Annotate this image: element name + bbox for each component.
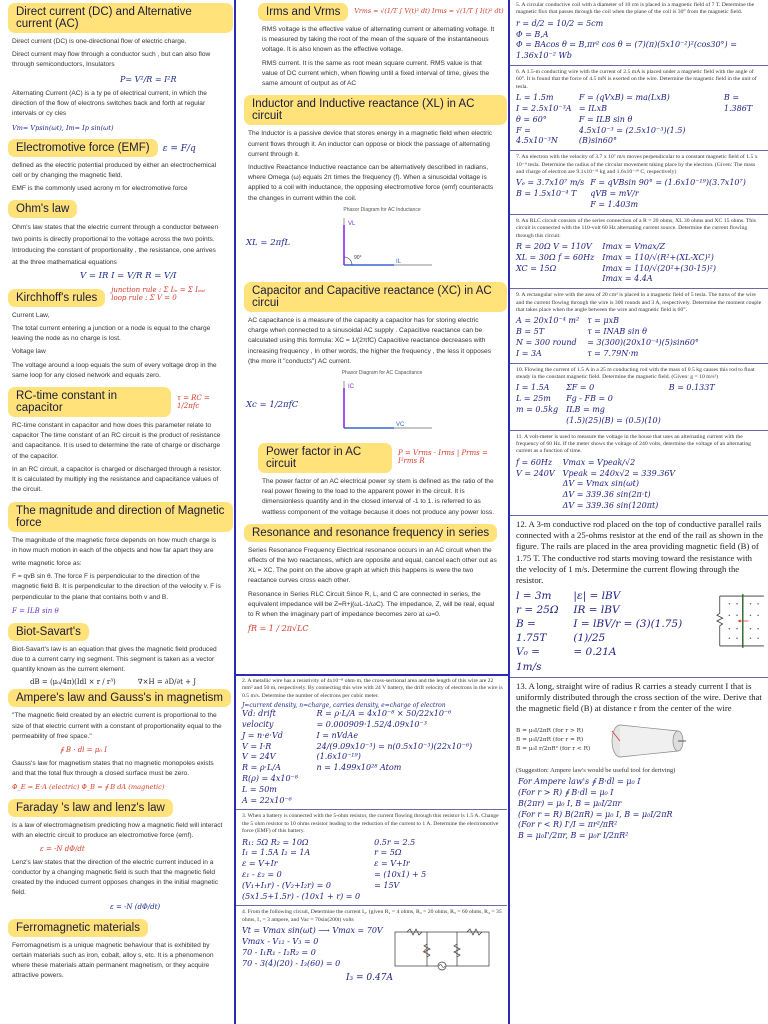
problem-10-answer: B = 0.133T <box>668 383 715 393</box>
q2-lines-line: J = n·e·Vd <box>242 730 283 740</box>
q13-lines-line: B = μ₀I'/2πr, B = μ₀r I/2πR² <box>518 831 629 841</box>
q7-calc-line: F = 1.403m <box>590 200 639 210</box>
q3-lines-line: (V₁+I₁r) - (V₂+I₂r) = 0 <box>242 880 331 890</box>
q2-calc-line: = 0.000909·1.52/4.09x10⁻³ <box>316 720 427 730</box>
problem-10-givens <box>516 383 558 426</box>
gauss-formula: Φ_E = E·A (electric) Φ_B = ∮ B dA (magnetic) <box>12 783 165 792</box>
kirchhoff-text-4: The voltage around a loop equals the sum of every voltage drop in the same loop for any closed network and equals zero. <box>12 361 217 379</box>
heading-faraday-lenz: Faraday 's law and lenz's law <box>8 799 173 817</box>
q12-calc-line: = 0.21A <box>573 646 617 659</box>
heading-emf: Electromotive force (EMF) <box>8 139 158 157</box>
q3-calc-line: = 15V <box>374 880 400 890</box>
q10-calc-line: ILB = mg <box>566 405 605 415</box>
q4-lines-line: Vmax - V₁₂ - V₃ = 0 <box>242 937 319 946</box>
problem-12-solution <box>573 589 708 674</box>
q8-calc-line: Imax = 110/√(R²+(XL-XC)²) <box>602 252 714 262</box>
heading-biot-savart: Biot-Savart's <box>8 623 89 641</box>
capacitance-phasor-svg <box>322 376 442 436</box>
problem-13-eq-surface: B = μ₀I/2πR (for r = R) <box>516 737 584 744</box>
power-formula: P = Vrms · Irms | Prms = I²rms R <box>397 449 488 466</box>
q6-lines-line: I = 2.5x10⁻³A <box>516 104 572 114</box>
q5-lines-line: Φ = B,A <box>516 29 549 39</box>
capacitance-diagram-title: Phasor Diagram for AC Capacitance <box>341 369 423 376</box>
heading-ohms-law: Ohm's law <box>8 200 77 218</box>
problem-6-givens <box>516 93 573 147</box>
phasor-label-vc: VC <box>396 421 405 428</box>
q8-calc-line: Imax = 110/√(20²+(30-15)²) <box>602 263 717 273</box>
inductor-text-1: The Inductor is a passive device that stores energy in a magnetic field when electric current flows through it. An inductor can oppose or block the passage of alternating current through it. <box>248 130 493 158</box>
problem-4-solution <box>242 926 383 972</box>
biot-text: Biot-Savart's law is an equation that gives the magnetic field produced due to a current carry ing segment. This segment is taken as a vector quantity known as the current element. <box>12 645 217 674</box>
xc-formula: Xc = 1/2πfC <box>246 399 299 410</box>
q12-calc-line: I = lBV/r = (3)(1.75)(1)/25 <box>573 618 683 645</box>
problem-8-givens <box>516 242 594 285</box>
rc-text-2: In an RC circuit, a capacitor is charged or discharged through a resistor. It is calculated by multiply ing the resistance and capacitance values of the circuit. <box>12 465 222 494</box>
q2-calc-line: 24/(9.09x10⁻³) = n(0.5x10⁻³)(22x10⁻⁶)(1.6x10⁻¹⁹) <box>316 741 473 762</box>
problem-7-givens <box>516 178 584 210</box>
mag-text-1: The magnitude of the magnetic force depends on how much charge is in how much motion in each of the objects and how far apart they are <box>12 536 217 554</box>
q2-lines-line: V = I·R <box>242 741 272 751</box>
lenz-formula: ε = -N (dΦ/dt) <box>110 902 161 911</box>
q12-lines-line: V₀ = 1m/s <box>516 646 542 673</box>
heading-capacitive-reactance: Capacitor and Capacitive reactance (XC) in AC circui <box>244 282 507 312</box>
heading-irms-vrms: Irms and Vrms <box>258 3 348 21</box>
q3-lines-line: I₁ = 1.5A I₂ = 1A <box>242 848 311 858</box>
q3-lines-line: ε = V+Ir <box>242 859 278 869</box>
inductance-phasor-diagram <box>322 207 442 279</box>
problem-5-text: 5. A circular conductive coil with a diameter of 10 cm is placed in a magnetic field of 7 T. Determine the magnetic flux that passes through the coil when the plane of the coil is 30° from the magnetic field. <box>516 2 755 16</box>
problem-13-solution <box>518 777 768 842</box>
kirchhoff-text-3: Voltage law <box>12 348 46 356</box>
problem-10-text: 10. Flowing the current of 1.5 A in a 25 m conducting rod with the mass of 0.5 kg causes this rod to float steady in the constant magnetic field. Determine the magnetic field. (Given: g = 10 m/s²) <box>516 366 755 381</box>
q8-lines-line: XC = 15Ω <box>516 263 557 273</box>
q2-lines-line: L = 50m <box>242 784 277 794</box>
q9-lines-line: N = 300 round <box>516 338 577 348</box>
inductor-text-2: Inductive Reactance Inductive reactance can be alternatively described in radians, where Omega (ω) equals 2π times the frequency (f). When a sinusoidal voltage is applied to a coil with inductance, the opposing electromotive force (emf) counteracts the changes in current within the coil. <box>248 163 494 202</box>
q6-calc-line: = ILxB <box>578 104 607 114</box>
dc-ac-text-2: Direct current may flow through a conductor such , but can also flow through semiconductors, Insulators <box>12 51 211 69</box>
phasor-angle-label: 90° <box>354 254 362 261</box>
q7-calc-line: qVB = mV/r <box>590 189 639 199</box>
problem-10-solution <box>566 383 661 426</box>
q9-calc-line: τ = INAB sin θ <box>587 327 647 337</box>
mag-text-2: write magnetic force as: <box>12 560 82 567</box>
resonance-formula: fR = 1 / 2π√LC <box>248 624 309 634</box>
q12-lines-line: r = 25Ω <box>516 603 559 616</box>
problem-6-answer: B = 1.386T <box>723 93 753 114</box>
column-problems-middle <box>236 676 507 1024</box>
q3-lines-line: (5x1.5+1.5r) - (10x1 + r) = 0 <box>242 891 361 901</box>
problem-2-solution <box>317 709 507 806</box>
q2-calc-line: I = nVdAe <box>316 730 359 740</box>
ampere-text: "The magnetic field created by an electric current is proportional to the size of that electric current with a constant of proportionality equal to the permeability of free space." <box>12 712 222 740</box>
q6-calc-line: F = ILB sin θ <box>578 114 633 124</box>
q11-calc-line: ΔV = 339.36 sin(2π·t) <box>562 490 651 500</box>
irms-text: RMS current. It is the same as root mean square current. RMS value is that value of DC current which, when flowing until a fixed interval of time, gives the same amount of output as of AC <box>262 59 490 88</box>
q2-lines-line: V = 24V <box>242 752 276 762</box>
q9-lines-line: I = 3A <box>516 348 542 358</box>
q7-lines-line: B = 1.5x10⁻⁴ T <box>516 189 577 199</box>
q4-lines-line: 70 - 3(4)(20) - I₃(60) = 0 <box>242 958 341 968</box>
q9-calc-line: = 3(300)(20x10⁻⁴)(5)sin60° <box>587 338 699 348</box>
column-theory-left <box>0 0 233 1024</box>
problem-7-text: 7. An electron with the velocity of 3.7 x 10⁷ m/s moves perpendicular to a constant magnetic field of 1.5 x 10⁻⁴ tesla. Determine the radius of the circular movement taking place by the electron. (Given: The mass and charge of electron are 9.1x10⁻³¹ kg and 1.6x10⁻¹⁹ C, respectively) <box>516 154 758 176</box>
q2-calc-line: n = 1.499x10²⁸ Atom <box>316 763 402 773</box>
q9-lines-line: A = 20x10⁻⁴ m² <box>516 316 580 326</box>
heading-power-factor: Power factor in AC circuit <box>258 443 392 473</box>
biot-formula-2: ∇×H = ∂D/∂t + J <box>137 678 197 687</box>
xl-formula: XL = 2πfL <box>246 237 291 248</box>
ohms-law-text: Ohm's law states that the electric current through a conductor between two points is directly proportional to the voltage across the two points. Introducing the constant of proportionality , the resistance, one arrives at the three mathematical equations <box>12 224 219 267</box>
problem-9-solution <box>587 316 699 359</box>
q13-lines-line: B(2πr) = μ₀ I, B = μ₀I/2πr <box>518 798 622 808</box>
problem-2-givens <box>242 709 307 806</box>
q11-calc-line: Vmax = Vpeak/√2 <box>562 457 636 467</box>
problem-3-text: 3. When a battery is connected with the 5-ohm resistor, the current flowing through this resistor is 1.5 A. Change the 5 ohm resistor to 10 ohms resistor leading to the reduction of the current to 1 A. Determine the electromotive force (EMF) of this battery. <box>242 813 499 835</box>
problem-9-givens <box>516 316 579 359</box>
heading-ferromagnetic: Ferromagnetic materials <box>8 919 148 937</box>
q13-lines-line: (For r = R) B(2πR) = μ₀ I, B = μ₀I/2πR <box>518 809 673 819</box>
q7-lines-line: Vₑ = 3.7x10⁷ m/s <box>516 178 585 188</box>
phasor-label-ic: IC <box>348 383 354 390</box>
problem-13-equations <box>516 727 590 755</box>
power-factor-text: The power factor of an AC electrical power sy stem is defined as the ratio of the real power flowing to the load to the apparent power in the circuit. It is dimensionless quantity and in the closed interval of -1 to 1. is referred to as wattless component of the voltage because it does not produce any power loss. <box>262 477 495 516</box>
heading-kirchhoff: Kirchhoff's rules <box>8 289 105 307</box>
q8-lines-line: R = 20Ω V = 110V <box>516 242 592 252</box>
loop-rule: loop rule : Σ V = 0 <box>111 293 177 302</box>
q3-calc-line: r = 5Ω <box>374 848 402 858</box>
q3-calc-line: ε = V+Ir <box>374 859 410 869</box>
problem-5-solution <box>516 19 768 62</box>
q11-lines-line: f = 60Hz <box>516 457 553 467</box>
q11-lines-line: V = 240V <box>516 468 555 478</box>
dc-power-formula: P= V²/R = I²R <box>120 74 177 84</box>
q3-calc-line: = (10x1) + 5 <box>374 870 427 879</box>
q10-lines-line: I = 1.5A <box>516 383 550 393</box>
capacitor-text: AC capacitance is a measure of the capacity a capacitor has for storing electric charge when connected to a sinusoidal AC supply . Capacitive reactance can be calculated using this formula: XC = 1/(2πfC) Capacitive reactance decreases with increasing frequency , In other words, the higher the frequency , the less it opposes (the more it "conducts") AC current. <box>248 316 492 365</box>
q3-lines-line: ε₁ - ε₂ = 0 <box>242 870 282 879</box>
ohms-law-formula: V = IR I = V/R R = V/I <box>80 270 177 281</box>
q6-lines-line: θ = 60° <box>516 114 547 124</box>
q8-calc-line: Imax = Vmax/Z <box>602 242 665 252</box>
q12-lines-line: B = 1.75T <box>516 618 547 645</box>
emf-text-1: defined as the electric potential produced by either an electrochemical cell or by changing the magnetic field. <box>12 161 217 179</box>
column-theory-middle <box>236 0 507 675</box>
problem-13-eq-outside: B = μ₀I/2πR (for r > R) <box>516 727 584 734</box>
q8-lines-line: XL = 30Ω f = 60Hz <box>516 252 595 262</box>
q9-calc-line: τ = μxB <box>587 316 620 326</box>
emf-formula: ε = F/q <box>162 143 196 154</box>
q2-lines-line: Vd: drift velocity <box>242 709 276 730</box>
problem-7-solution <box>590 178 746 210</box>
q10-calc-line: ΣF = 0 <box>566 383 595 393</box>
problem-2-note: J=current density, n=charge, carries density, e=charge of electron <box>242 702 446 710</box>
problem-3-solution <box>374 838 426 903</box>
q2-calc-line: R = ρ·L/A = 4x10⁻⁸ × 50/22x10⁻⁶ <box>316 709 452 719</box>
mag-text-3: F = qvB sin θ. The force F is perpendicular to the direction of the magnetic field B. It is perpendicular to the direction of the velocity v. F is perpendicular to the plane that contains both v and B. <box>12 573 221 601</box>
kirchhoff-text-1: Current Law, <box>12 311 50 319</box>
q13-lines-line: For Ampere law's ∮ B·dl = μ₀ I <box>518 777 641 787</box>
ac-formula: Vm= Vpsin(ωt), Im= Ip sin(ωt) <box>12 123 114 132</box>
q7-calc-line: F = qVBsin 90° = (1.6x10⁻¹⁹)(3.7x10⁷) <box>590 178 746 188</box>
q10-calc-line: (1.5)(25)(B) = (0.5)(10) <box>566 415 661 425</box>
q2-lines-line: R = ρ·L/A <box>242 763 281 773</box>
q6-lines-line: L = 1.5m <box>516 93 554 103</box>
q13-lines-line: (For r > R) ∮ B·dl = μ₀ I <box>518 787 614 797</box>
q12-calc-line: |ε| = lBV <box>573 589 621 602</box>
inductance-diagram-title: Phasor Diagram for AC Inductance <box>343 206 421 213</box>
problem-11-text: 11. A volt-meter is used to measure the voltage in the house that uses an alternating current with the frequency of 60 Hz. If the meter shows the voltage of 240 volts, determine the voltage of an alternating current as a function of time. <box>516 433 752 455</box>
problem-4-answer: I₃ = 0.47A <box>346 973 393 984</box>
problem-4-circuit-diagram <box>387 926 497 972</box>
q4-lines-line: Vt = Vmax sin(ωt) ⟶ Vmax = 70V <box>242 926 383 936</box>
problem-13-suggestion: (Suggestion: Ampere law's would be useful tool for deriving) <box>516 766 676 774</box>
problem-9-text: 9. A rectangular wire with the area of 20 cm² is placed in a magnetic field of 5 tesla. The turns of the wire and the current flowing through the wire is 300 rounds and 3 A, respectively. Determine the moment couple that takes place when the angle between the wire and magnetic field is 60°. <box>516 292 762 314</box>
resonance-text-1: Series Resonance Frequency Electrical resonance occurs in an AC circuit when the effects of the two reactances, which are opposite and equal, cancel each other out as XL = XC. The point on the above graph at which this happens is were the two reactance curves cross each other. <box>248 546 497 585</box>
emf-text-2: EMF is the commonly used acrony m for electromotive force <box>12 185 188 193</box>
heading-resonance: Resonance and resonance frequency in series <box>244 524 497 542</box>
problem-6-solution <box>579 93 718 147</box>
q11-calc-line: ΔV = Vmax sin(ωt) <box>562 479 639 489</box>
q2-lines-line: A = 22x10⁻⁶ <box>242 795 292 805</box>
problem-4-text: 4. From the following circuit, Determine the current I₃. (given R₁ = 4 ohms, R₂ = 20 ohms, R₃ = 60 ohms, R₄ = 35 ohms, I₁ = 3 ampere, and Vac = 70sin(200t) volts <box>242 909 502 923</box>
phasor-label-il: IL <box>396 258 402 265</box>
q3-calc-line: 0.5r = 2.5 <box>374 837 416 847</box>
problem-3-givens <box>242 838 360 903</box>
q12-calc-line: IR = lBV <box>573 603 620 616</box>
biot-formula-1: dB = (μ₀/4π)(Idl × r / r³) <box>30 678 116 687</box>
q11-calc-line: ΔV = 339.36 sin(120πt) <box>562 501 659 511</box>
kirchhoff-text-2: The total current entering a junction or a node is equal to the charge leaving the node as no charge is lost. <box>12 324 211 343</box>
heading-magnetic-force: The magnitude and direction of Magnetic force <box>8 502 233 532</box>
dc-ac-text-3: Alternating Current (AC) is a ty pe of electrical current, in which the direction of the flow of electrons switches back and forth at regular intervals or cy cles <box>12 90 207 118</box>
q11-calc-line: Vpeak = 240x√2 = 339.36V <box>562 468 676 478</box>
heading-rc-time: RC-time constant in capacitor <box>8 387 171 417</box>
q6-calc-line: 4.5x10⁻³ = (2.5x10⁻³)(1.5)(B)sin60° <box>578 125 686 146</box>
q9-calc-line: τ = 7.79N·m <box>587 348 639 358</box>
problem-13-text: 13. A long, straight wire of radius R carries a steady current I that is uniformly distributed through the cross section of the wire. Derive that the magnetic field (B) at distance r from the center of the wire <box>516 680 762 714</box>
junction-rule: junction rule : Σ Iᵢₙ = Σ Iₒᵤₜ <box>111 285 206 294</box>
lenz-text: Lenz's law states that the direction of the electric current induced in a conductor by a changing magnetic field is such that the magnetic field created by the induced current opposes changes in the initial magnetic field. <box>12 858 218 897</box>
problem-2-text: 2. A metallic wire has a resistivity of 4x10⁻⁸ ohm·m, the cross-sectional area and the length of this wire are 22 mm² and 50 m, respectively. By connecting this wire with 24 V battery, the drift velocity of electrons in the wire is 0.5 m/s. Determine the number of electrons per cubic meter. <box>242 678 503 699</box>
q2-lines-line: R(ρ) = 4x10⁻⁸ <box>242 774 298 783</box>
resonance-text-2: Resonance in Series RLC Circuit Since R, L, and C are connected in series, the equivalent impedance will be Z=R+j(ωL-1/ωC). The impedance, Z, will be real, equal to R when the imaginary part of impedance becomes zero at ω=0. <box>248 590 495 619</box>
heading-inductive-reactance: Inductor and Inductive reactance (XL) in AC circuit <box>244 95 507 125</box>
q6-calc-line: F = (qVxB) = ma(LxB) <box>578 93 670 103</box>
problem-11-solution <box>563 458 676 512</box>
q3-lines-line: R₁: 5Ω R₂ = 10Ω <box>242 837 309 847</box>
q10-calc-line: Fg - FB = 0 <box>566 394 613 404</box>
mag-formula: F = ILB sin θ <box>12 606 59 615</box>
q6-lines-line: F = 4.5x10⁻³N <box>516 125 558 146</box>
q13-lines-line: (For r < R) I'/I = πr²/πR² <box>518 820 618 830</box>
q10-lines-line: L = 25m <box>516 394 551 404</box>
problem-11-givens <box>516 458 555 512</box>
problem-13-wire-diagram <box>598 717 688 765</box>
faraday-text: Is a law of electromagnetism predicting how a magnetic field will interact with an electric circuit to produce an electromotive force (emf). <box>12 821 223 839</box>
q9-lines-line: B = 5T <box>516 327 545 337</box>
problem-8-solution <box>602 242 716 285</box>
phasor-label-vl: VL <box>348 220 356 227</box>
gauss-text: Gauss's law for magnetism states that no magnetic monopoles exists and that the total flux through a closed surface must be zero. <box>12 759 214 778</box>
q5-lines-line: Φ = BAcos θ = B,πr² cos θ = (7)(π)(5x10⁻²)²(cos30°) = 1.36x10⁻² Wb <box>516 40 737 61</box>
rc-formula: τ = RC = 1/2πfc <box>176 393 210 410</box>
column-problems-right <box>510 0 768 1024</box>
problem-13-eq-inside: B = μ₀I r/2πR² (for r < R) <box>516 746 591 753</box>
vrms-text: RMS voltage is the effective value of alternating current or alternating voltage. It is measured by taking the root of the mean of the square of the instantaneous voltage. It is also known as the effective voltage. <box>262 26 495 54</box>
q10-lines-line: m = 0.5kg <box>516 405 559 415</box>
q8-calc-line: Imax = 4.4A <box>602 274 653 284</box>
q4-lines-line: 70 - I₁R₁ - I₂R₂ = 0 <box>242 947 316 957</box>
ampere-formula: ∮ B · dl = μ₀ I <box>60 746 108 755</box>
problem-12-text: 12. A 3-m conductive rod placed on the top of conductive parallel rails connected with a 25-ohms resistor at the end of the rail as shown in the figure. The rails are placed in the area providing magnetic field (B) of 1.75 T. The conductive rod starts moving toward the resistance with the velocity of 1 m/s. Determine the current flowing through the resistor. <box>516 518 764 586</box>
capacitance-phasor-diagram <box>322 370 442 440</box>
heading-dc-ac: Direct current (DC) and Alternative current (AC) <box>8 3 233 33</box>
faraday-formula: ε = -N dΦ/dt <box>40 844 85 853</box>
inductance-phasor-svg <box>322 213 442 275</box>
problem-12-rail-diagram <box>714 589 768 653</box>
rc-text-1: RC-time constant in capacitor and how does this parameter relate to capacitor The time constant of an RC circuit is the product of resistance and capacitance. It is used to determine the rate of charge or discharge of the capacitor. <box>12 422 221 460</box>
problem-6-text: 6. A 1.5-m conducting wire with the current of 2.5 mA is placed under a magnetic field with the angle of 60°. It is found that the force of 4.5 mN is exerted on the wire. Determine the magnetic field in the unit of tesla. <box>516 69 757 90</box>
problem-8-text: 8. An RLC circuit consists of the series connection of a R = 20 ohms, XL 30 ohms and XC 15 ohms. This circuit is connected with the 110-volt 60 Hz alternating current source. Determine the current flowing through this circuit. <box>516 217 757 239</box>
dc-ac-text-1: Direct current (DC) is one-directional flow of electric charge. <box>12 38 187 45</box>
ferro-text: Ferromagnetism is a unique magnetic behaviour that is exhibited by certain materials such as iron, cobalt, alloy s, etc. It is a phenomenon where these materials attain permanent magnetism, or they acquire attractive powers. <box>12 941 214 980</box>
q12-lines-line: l = 3m <box>516 589 552 602</box>
q5-lines-line: r = d/2 = 10/2 = 5cm <box>516 18 604 28</box>
problem-12-givens <box>516 589 567 674</box>
heading-ampere-gauss: Ampere's law and Gauss's in magnetism <box>8 689 231 707</box>
rms-formula: Vrms = √(1/T ∫ V(t)² dt) Irms = √(1/T ∫ I(t)² dt) <box>354 8 504 15</box>
